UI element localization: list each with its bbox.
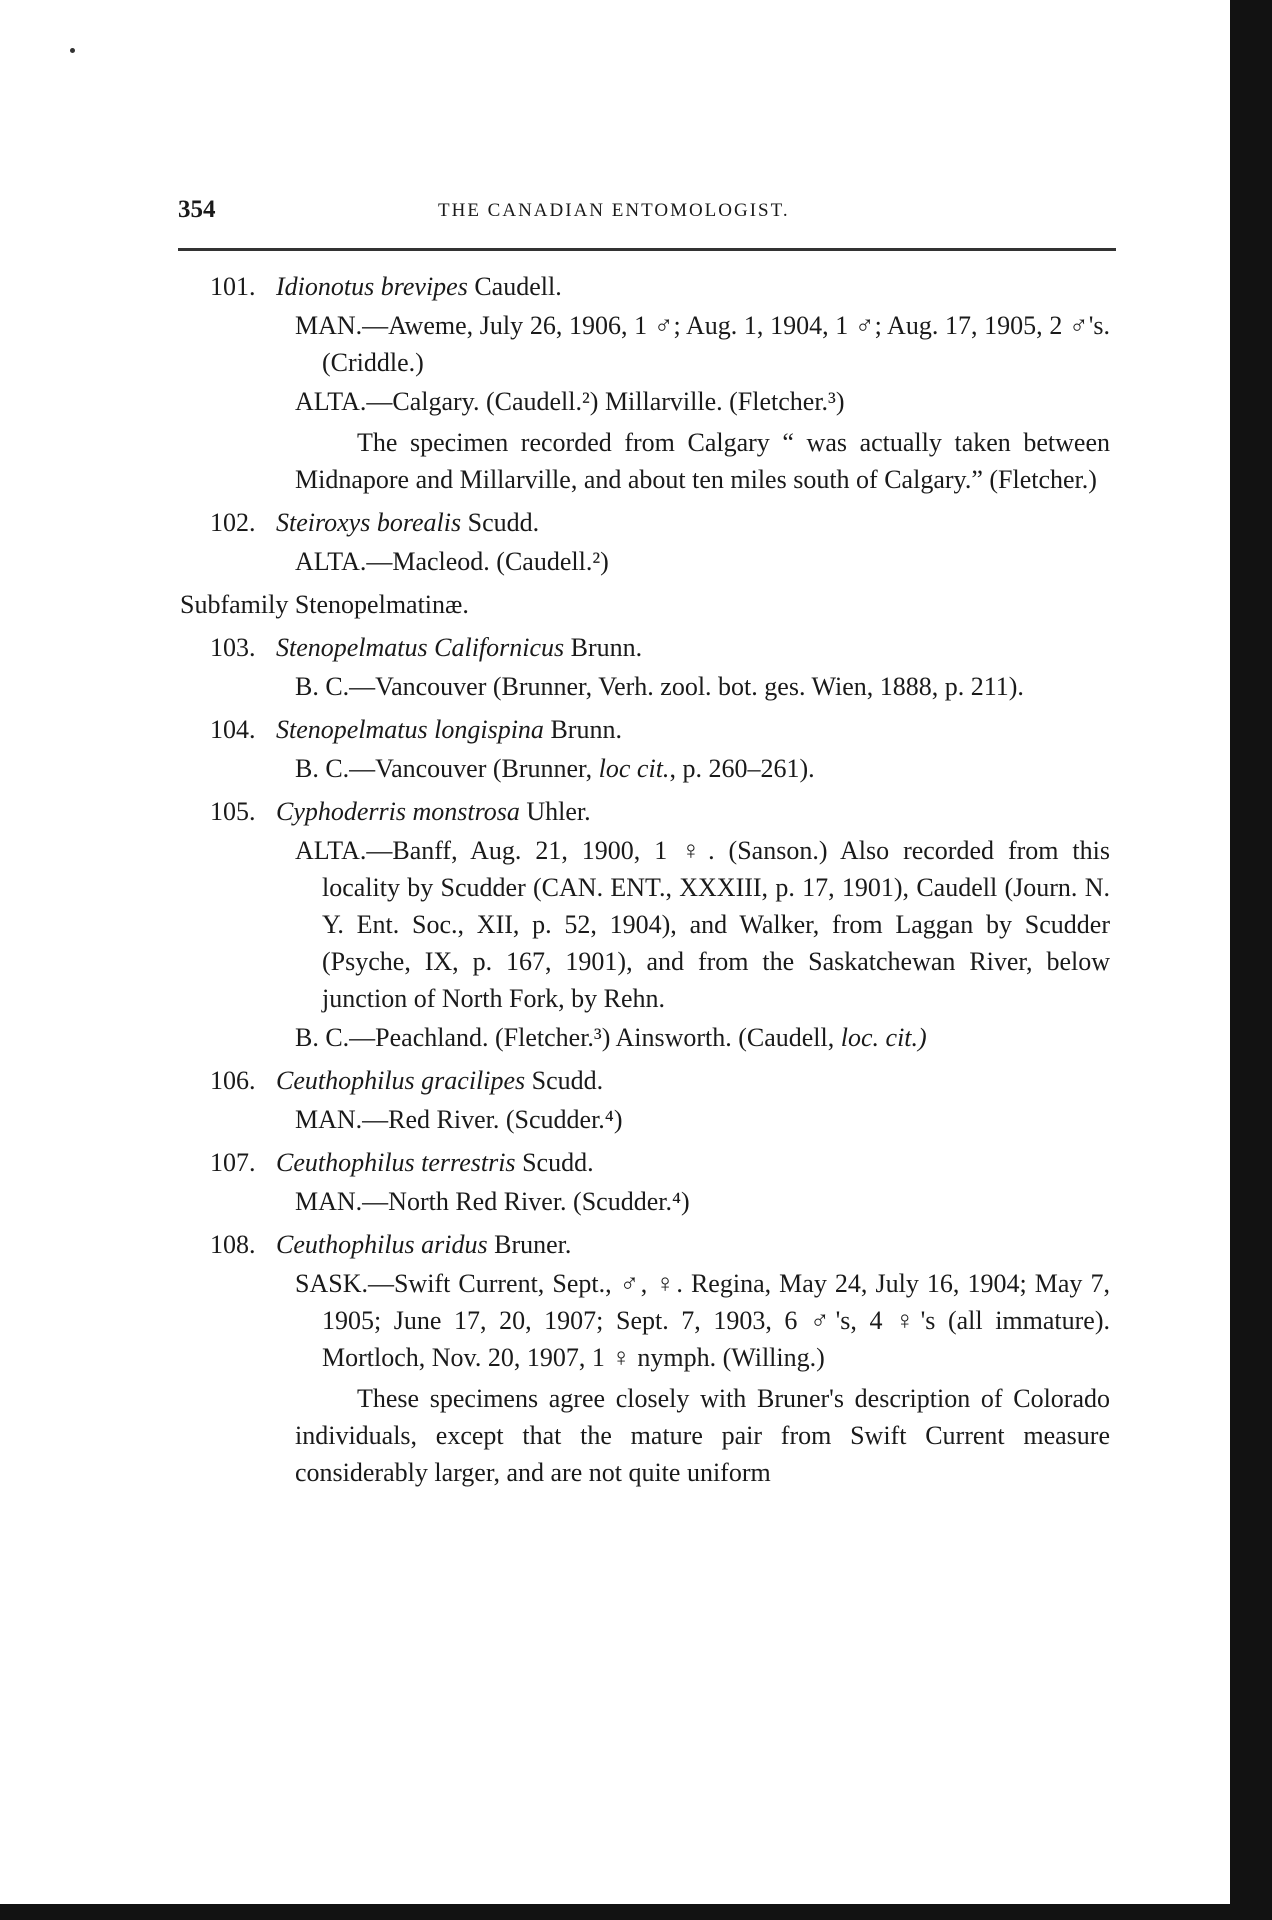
species-name: Steiroxys borealis bbox=[276, 508, 462, 537]
species-entry-103 bbox=[180, 629, 1110, 705]
species-author: Scudd. bbox=[461, 508, 540, 537]
species-title bbox=[180, 793, 1110, 830]
species-title bbox=[180, 1226, 1110, 1263]
scan-speck bbox=[70, 48, 75, 53]
page-header bbox=[178, 196, 1116, 236]
record-text: B. C.—Vancouver (Brunner, bbox=[295, 754, 599, 783]
locality-record bbox=[295, 1019, 1110, 1056]
scan-edge-bottom bbox=[0, 1904, 1272, 1920]
note-paragraph: These specimens agree closely with Bruner's description of Colorado individuals, except that the mature pair from Swift Current measure considerably larger, and are not quite uniform bbox=[295, 1384, 1110, 1487]
locality-record: ALTA.—Macleod. (Caudell.²) bbox=[295, 547, 609, 576]
species-author: Scudd. bbox=[525, 1066, 604, 1095]
species-author: Bruner. bbox=[487, 1230, 572, 1259]
species-entry-102 bbox=[180, 504, 1110, 580]
locality-record: B. C.—Vancouver (Brunner, Verh. zool. bot. ges. Wien, 1888, p. 211). bbox=[295, 672, 1024, 701]
species-author: Uhler. bbox=[519, 797, 591, 826]
species-title bbox=[180, 504, 1110, 541]
scan-edge-right bbox=[1230, 0, 1272, 1920]
species-name: Ceuthophilus terrestris bbox=[276, 1148, 516, 1177]
species-author: Scudd. bbox=[515, 1148, 594, 1177]
species-name: Stenopelmatus longispina bbox=[276, 715, 544, 744]
page-body bbox=[180, 262, 1110, 1491]
running-head: THE CANADIAN ENTOMOLOGIST. bbox=[438, 200, 790, 221]
species-name: Ceuthophilus aridus bbox=[276, 1230, 488, 1259]
record-citation-italic: loc. cit.) bbox=[840, 1023, 927, 1052]
species-title bbox=[180, 1062, 1110, 1099]
species-author: Caudell. bbox=[467, 272, 562, 301]
species-entry-104 bbox=[180, 711, 1110, 787]
subfamily-heading: Subfamily Stenopelmatinæ. bbox=[180, 590, 469, 619]
species-name: Ceuthophilus gracilipes bbox=[276, 1066, 526, 1095]
species-author: Brunn. bbox=[564, 633, 643, 662]
species-author: Brunn. bbox=[543, 715, 622, 744]
header-rule bbox=[178, 248, 1116, 251]
species-entry-105 bbox=[180, 793, 1110, 1056]
species-title bbox=[180, 1144, 1110, 1181]
species-entry-107 bbox=[180, 1144, 1110, 1220]
species-title bbox=[180, 629, 1110, 666]
species-name: Cyphoderris monstrosa bbox=[276, 797, 520, 826]
species-number: 106. bbox=[210, 1066, 256, 1095]
note-paragraph: The specimen recorded from Calgary “ was actually taken between Midnapore and Millarville, and about ten miles south of Calgary.” (Fletcher.) bbox=[295, 428, 1110, 494]
locality-record: MAN.—Aweme, July 26, 1906, 1 ♂; Aug. 1, 1904, 1 ♂; Aug. 17, 1905, 2 ♂'s. (Criddle.) bbox=[295, 311, 1110, 377]
species-entry-106 bbox=[180, 1062, 1110, 1138]
record-citation-italic: loc cit. bbox=[598, 754, 670, 783]
species-number: 103. bbox=[210, 633, 256, 662]
species-title bbox=[180, 268, 1110, 305]
species-number: 108. bbox=[210, 1230, 256, 1259]
record-text: B. C.—Peachland. (Fletcher.³) Ainsworth. (Caudell, bbox=[295, 1023, 841, 1052]
record-text: , p. 260–261). bbox=[669, 754, 815, 783]
species-number: 105. bbox=[210, 797, 256, 826]
species-number: 101. bbox=[210, 272, 256, 301]
species-number: 102. bbox=[210, 508, 256, 537]
locality-record: MAN.—North Red River. (Scudder.⁴) bbox=[295, 1187, 690, 1216]
species-name: Idionotus brevipes bbox=[276, 272, 468, 301]
locality-record bbox=[295, 750, 1110, 787]
species-number: 104. bbox=[210, 715, 256, 744]
locality-record: ALTA.—Banff, Aug. 21, 1900, 1 ♀. (Sanson.) Also recorded from this locality by Scudder (CAN. ENT., XXXIII, p. 17, 1901), Caudell (Journ. N. Y. Ent. Soc., XII, p. 52, 1904), and Walker, from Laggan by Scudder (Psyche, IX, p. 167, 1901), and from the Saskatchewan River, below junction of North Fork, by Rehn. bbox=[295, 836, 1110, 1013]
page-number: 354 bbox=[178, 196, 216, 223]
species-entry-108 bbox=[180, 1226, 1110, 1491]
species-name: Stenopelmatus Californicus bbox=[276, 633, 565, 662]
locality-record: SASK.—Swift Current, Sept., ♂, ♀. Regina, May 24, July 16, 1904; May 7, 1905; June 17, 20, 1907; Sept. 7, 1903, 6 ♂'s, 4 ♀'s (all immature). Mortloch, Nov. 20, 1907, 1 ♀ nymph. (Willing.) bbox=[295, 1269, 1110, 1372]
species-entry-101 bbox=[180, 268, 1110, 498]
species-title bbox=[180, 711, 1110, 748]
locality-record: ALTA.—Calgary. (Caudell.²) Millarville. (Fletcher.³) bbox=[295, 387, 845, 416]
species-number: 107. bbox=[210, 1148, 256, 1177]
locality-record: MAN.—Red River. (Scudder.⁴) bbox=[295, 1105, 623, 1134]
